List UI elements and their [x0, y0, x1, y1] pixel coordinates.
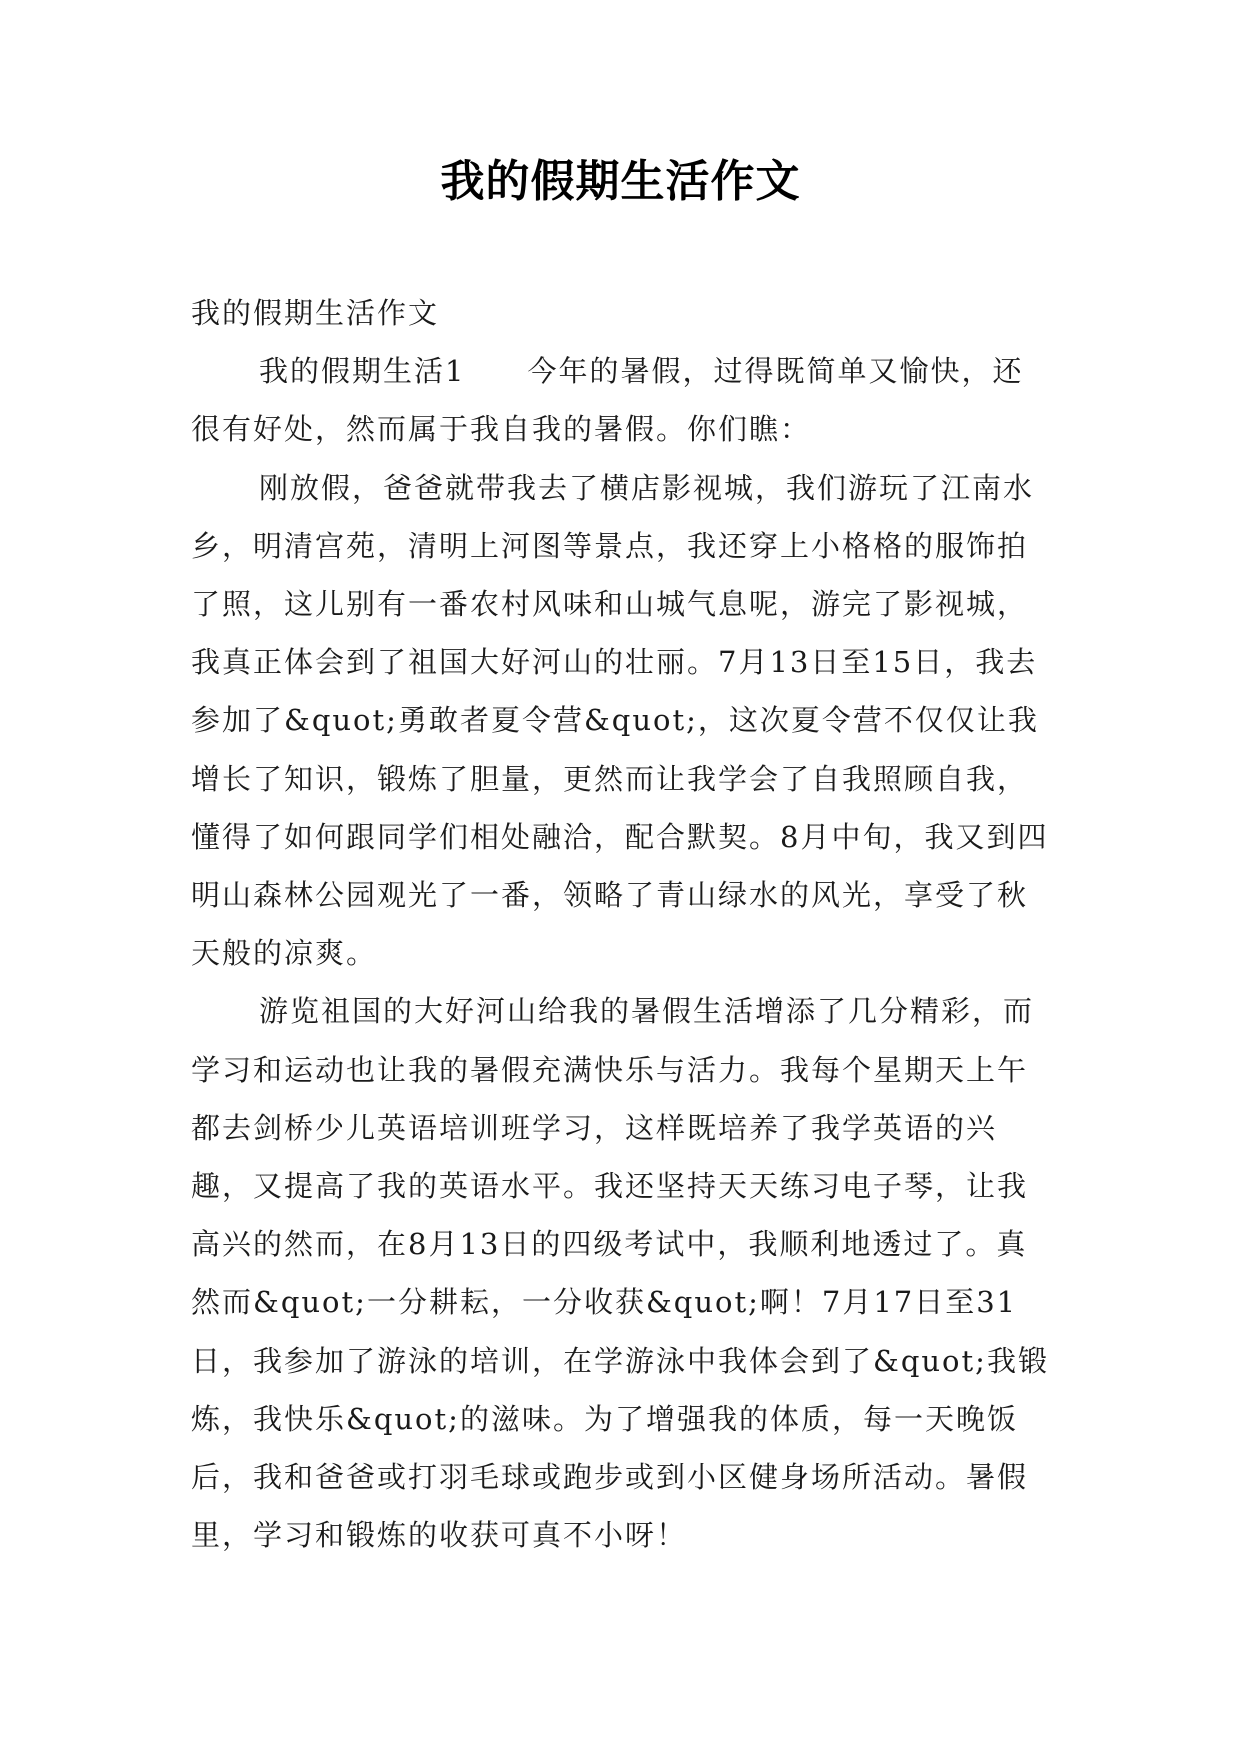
paragraph-travel: 刚放假，爸爸就带我去了横店影视城，我们游玩了江南水乡，明清宫苑，清明上河图等景点，我还穿上小格格的服饰拍了照，这儿别有一番农村风味和山城气息呢，游完了影视城，我真正体会到了祖国大好河山的壮丽。7月13日至15日，我去参加了&quot;勇敢者夏令营&quot;，这次夏令营不仅仅让我增长了知识，锻炼了胆量，更然而让我学会了自我照顾自我，懂得了如何跟同学们相处融洽，配合默契。8月中旬，我又到四明山森林公园观光了一番，领略了青山绿水的风光，享受了秋天般的凉爽。 [191, 470, 1049, 971]
paragraph-study-sport: 游览祖国的大好河山给我的暑假生活增添了几分精彩，而学习和运动也让我的暑假充满快乐与活力。我每个星期天上午都去剑桥少儿英语培训班学习，这样既培养了我学英语的兴趣，又提高了我的英语水平。我还坚持天天练习电子琴，让我高兴的然而，在8月13日的四级考试中，我顺利地透过了。真然而&quot;一分耕耘，一分收获&quot;啊！7月17日至31日，我参加了游泳的培训，在学游泳中我体会到了&quot;我锻炼，我快乐&quot;的滋味。为了增强我的体质，每一天晚饭后，我和爸爸或打羽毛球或跑步或到小区健身场所活动。暑假里，学习和锻炼的收获可真不小呀！ [191, 994, 1049, 1553]
paragraph-intro: 我的假期生活1 今年的暑假，过得既简单又愉快，还很有好处，然而属于我自我的暑假。你们瞧： [191, 354, 1024, 447]
body-heading: 我的假期生活作文 [191, 296, 440, 330]
document-body [191, 284, 1051, 1564]
document-title: 我的假期生活作文 [440, 156, 801, 207]
